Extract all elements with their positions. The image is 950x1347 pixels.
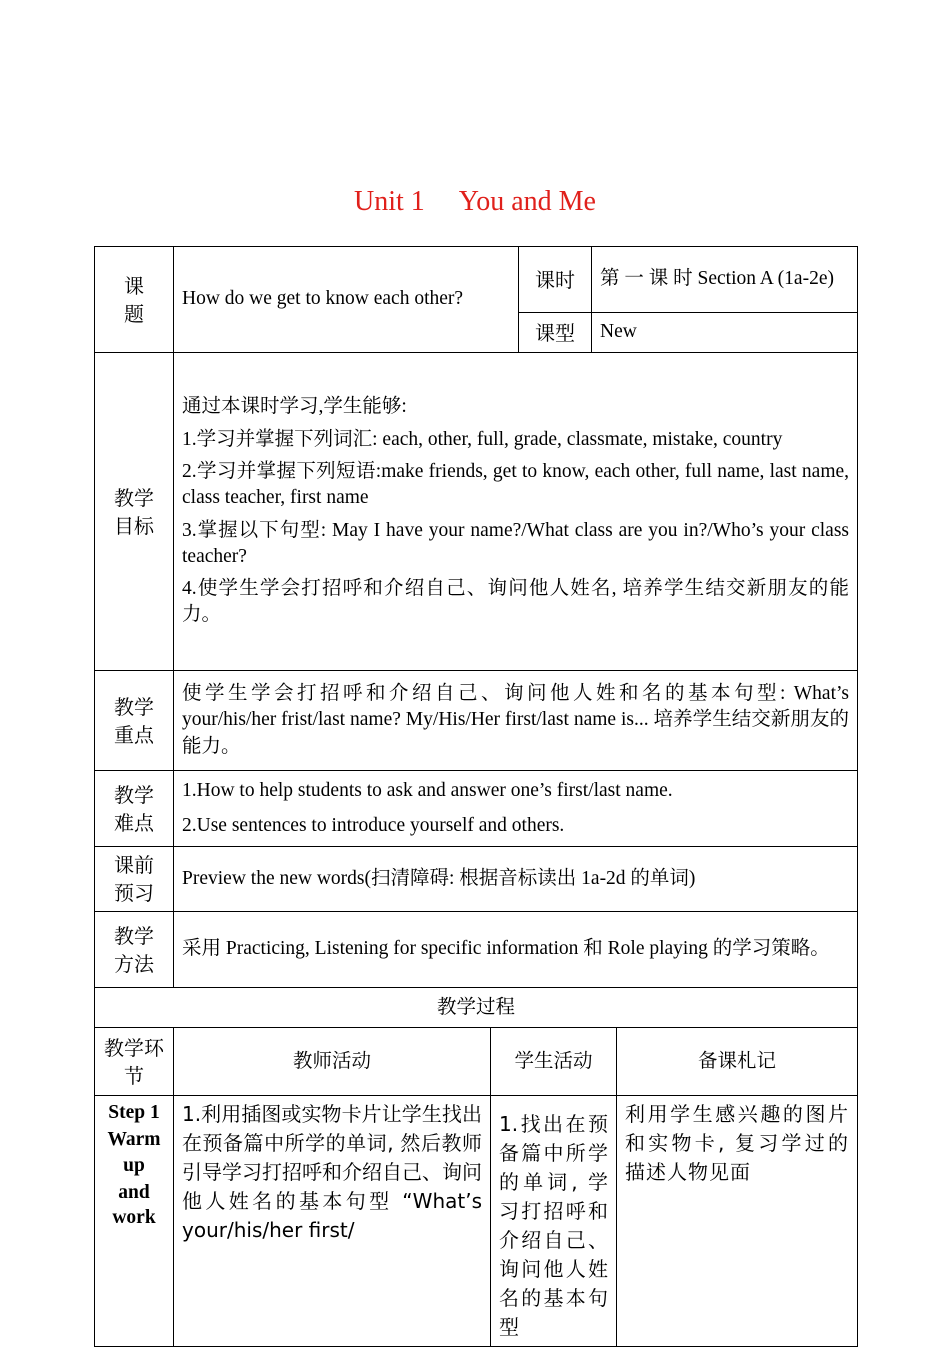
process-header-row xyxy=(95,1028,858,1096)
key-points-row xyxy=(95,671,858,771)
difficulty-item: 2.Use sentences to introduce yourself and others. xyxy=(182,814,565,836)
process-title: 教学过程 xyxy=(95,988,858,1028)
step1-name xyxy=(95,1096,174,1347)
topic-value: How do we get to know each other? xyxy=(174,247,519,353)
step1-row xyxy=(95,1096,858,1347)
period-value: 第 一 课 时 Section A (1a-2e) xyxy=(592,247,858,313)
objective-item: 3.掌握以下句型: May I have your name?/What class are you in?/Who’s your class teacher? xyxy=(182,519,850,567)
step1-notes: 利用学生感兴趣的图片和实物卡, 复习学过的描述人物见面 xyxy=(617,1096,858,1347)
header-step: 教学环节 xyxy=(95,1028,174,1096)
method-row xyxy=(95,912,858,988)
difficulty-item: 1.How to help students to ask and answer one’s first/last name. xyxy=(182,780,673,802)
objectives-row xyxy=(95,353,858,671)
key-points-label: 教学 重点 xyxy=(95,671,174,771)
preview-value: Preview the new words(扫清障碍: 根据音标读出 1a-2d 的单词) xyxy=(174,847,858,912)
period-label: 课时 xyxy=(519,247,592,313)
topic-row xyxy=(95,247,858,313)
step1-student-activity: 1.找出在预备篇中所学的单词, 学习打招呼和介绍自己、询问他人姓名的基本句型 xyxy=(491,1096,617,1347)
page-title: Unit 1 You and Me xyxy=(354,186,596,217)
topic-label: 课 题 xyxy=(95,247,174,353)
method-value: 采用 Practicing, Listening for specific information 和 Role playing 的学习策略。 xyxy=(174,912,858,988)
type-value: New xyxy=(592,313,858,353)
objective-item: 2.学习并掌握下列短语:make friends, get to know, each other, full name, last name, class teacher, first name xyxy=(182,460,850,509)
step1-line: and work xyxy=(112,1182,156,1229)
type-label: 课型 xyxy=(519,313,592,353)
header-notes: 备课札记 xyxy=(617,1028,858,1096)
header-teacher-activity: 教师活动 xyxy=(174,1028,491,1096)
step1-line: Step 1 xyxy=(108,1102,160,1123)
difficulties-row xyxy=(95,771,858,847)
difficulties-label: 教学 难点 xyxy=(95,771,174,847)
process-title-row xyxy=(95,988,858,1028)
objective-item: 1.学习并掌握下列词汇: each, other, full, grade, classmate, mistake, country xyxy=(182,428,783,450)
header-student-activity: 学生活动 xyxy=(491,1028,617,1096)
method-label: 教学 方法 xyxy=(95,912,174,988)
objective-item: 4.使学生学会打招呼和介绍自己、询问他人姓名, 培养学生结交新朋友的能力。 xyxy=(182,578,850,626)
key-points-value: 使学生学会打招呼和介绍自己、询问他人姓和名的基本句型: What’s your/his/her frist/last name? My/His/Her first/last name is... 培养学生结交新朋友的能力。 xyxy=(174,671,858,771)
objectives-cell xyxy=(174,353,858,671)
objective-intro: 通过本课时学习,学生能够: xyxy=(182,396,407,418)
difficulties-cell xyxy=(174,771,858,847)
objectives-label: 教学 目标 xyxy=(95,353,174,671)
step1-line: Warm up xyxy=(107,1129,161,1176)
lesson-plan-table xyxy=(94,246,858,1347)
preview-label: 课前 预习 xyxy=(95,847,174,912)
preview-row xyxy=(95,847,858,912)
step1-teacher-activity: 1.利用插图或实物卡片让学生找出在预备篇中所学的单词, 然后教师引导学习打招呼和介绍自己、询问他人姓名的基本句型 “What’s your/his/her first/ xyxy=(174,1096,491,1347)
